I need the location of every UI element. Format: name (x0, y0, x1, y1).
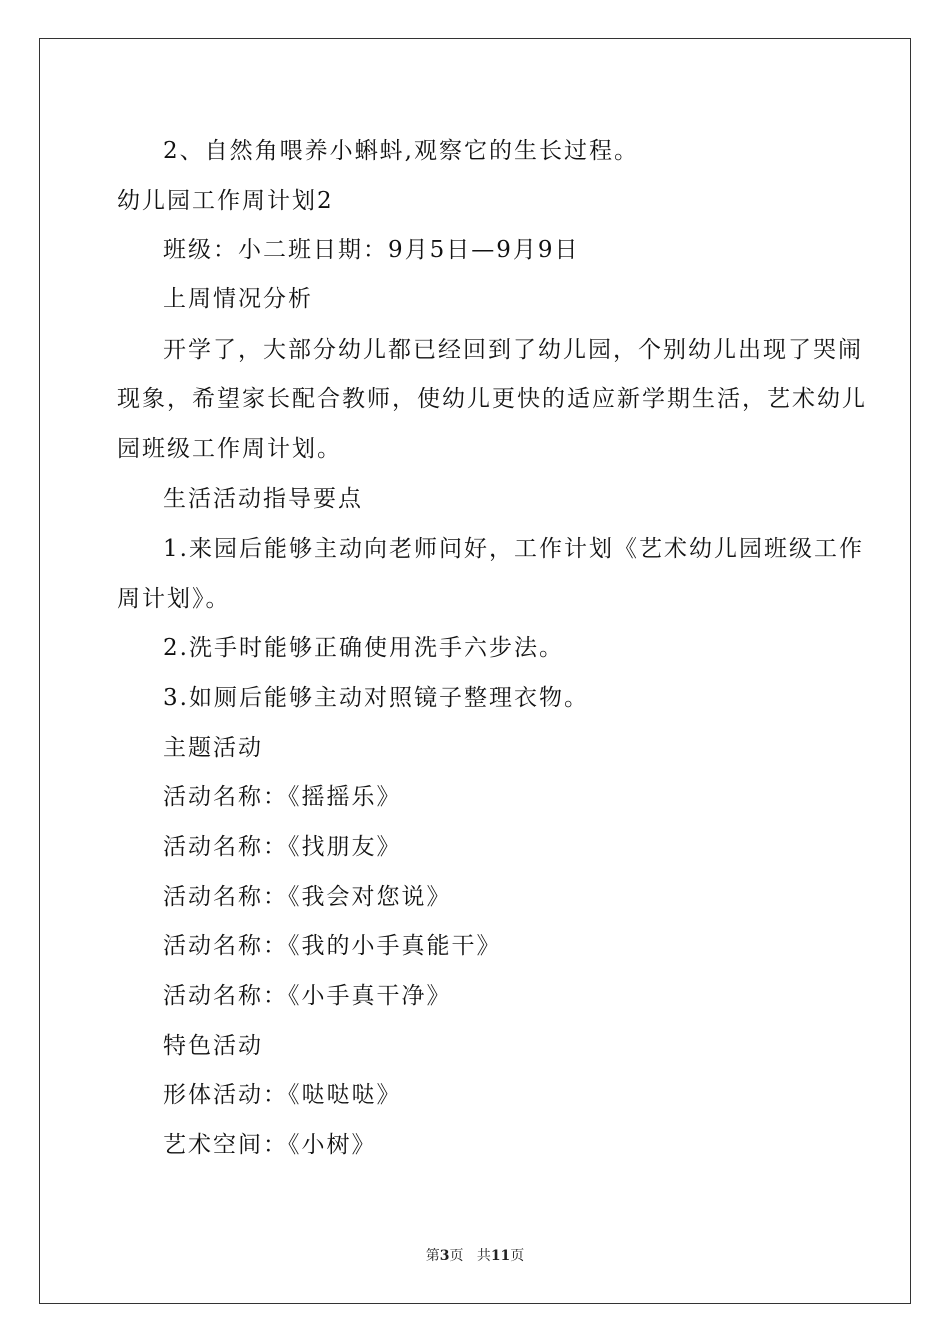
section-title: 幼儿园工作周计划2 (117, 188, 334, 214)
section-heading: 上周情况分析 (163, 286, 313, 312)
paragraph-line: 开学了，大部分幼儿都已经回到了幼儿园，个别幼儿出现了哭闹 (163, 337, 863, 363)
page-border (39, 38, 911, 1304)
page-number: 3 (439, 1248, 450, 1264)
paragraph-line: 周计划》。 (117, 586, 231, 612)
paragraph-line: 园班级工作周计划。 (117, 436, 342, 462)
paragraph-line: 1.来园后能够主动向老师问好，工作计划《艺术幼儿园班级工作 (163, 536, 864, 562)
activity-item: 活动名称：《我会对您说》 (163, 884, 452, 910)
paragraph-line: 现象，希望家长配合教师，使幼儿更快的适应新学期生活，艺术幼儿 (117, 386, 867, 412)
paragraph-line: 3.如厕后能够主动对照镜子整理衣物。 (163, 685, 589, 711)
total-pages: 11 (490, 1248, 511, 1264)
section-heading: 生活活动指导要点 (163, 486, 363, 512)
activity-item: 活动名称：《找朋友》 (163, 834, 402, 860)
section-heading: 主题活动 (163, 735, 263, 761)
section-heading: 特色活动 (163, 1033, 263, 1059)
paragraph-line: 2、自然角喂养小蝌蚪,观察它的生长过程。 (163, 138, 639, 164)
total-suffix: 页 (510, 1248, 525, 1264)
paragraph-line: 班级：小二班日期：9月5日—9月9日 (163, 237, 580, 263)
page-footer (0, 1246, 950, 1266)
activity-item: 活动名称：《摇摇乐》 (163, 784, 402, 810)
activity-item: 艺术空间：《小树》 (163, 1132, 377, 1158)
activity-item: 活动名称：《我的小手真能干》 (163, 933, 502, 959)
paragraph-line: 2.洗手时能够正确使用洗手六步法。 (163, 635, 564, 661)
page-prefix: 第 (425, 1248, 440, 1264)
activity-item: 形体活动：《哒哒哒》 (163, 1082, 402, 1108)
total-prefix: 共 (476, 1248, 491, 1264)
activity-item: 活动名称：《小手真干净》 (163, 983, 452, 1009)
page-suffix: 页 (449, 1248, 464, 1264)
